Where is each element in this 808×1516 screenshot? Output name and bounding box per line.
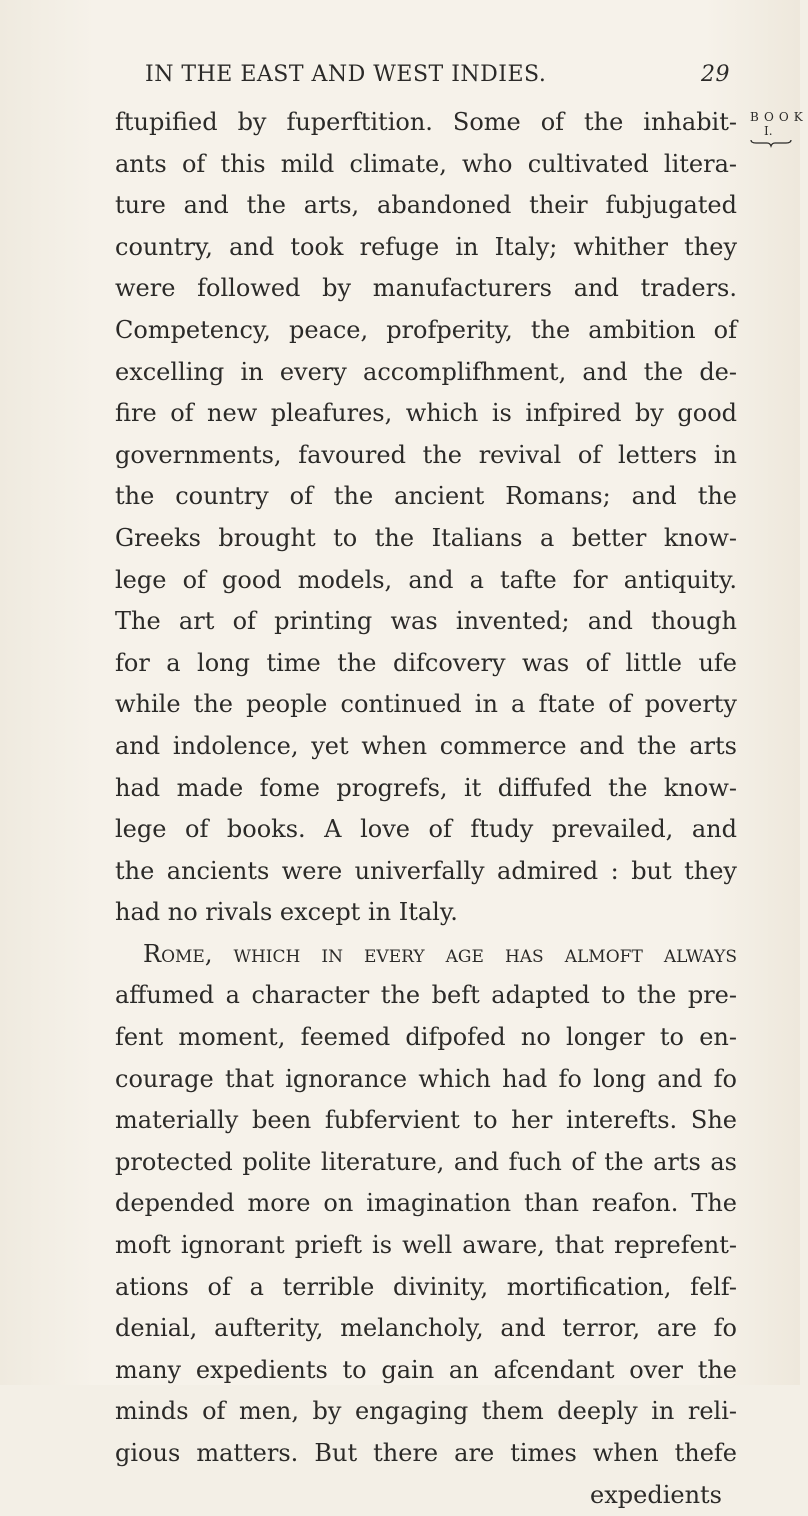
text-line: denial, aufterity, melancholy, and terror, are fo [115, 1314, 737, 1343]
brace-icon [750, 139, 792, 147]
text-line: governments, favoured the revival of letters in [115, 440, 737, 469]
page-number: 29 [701, 62, 730, 87]
text-line: while the people continued in a ftate of poverty [115, 690, 737, 719]
text-line: fire of new pleafures, which is infpired by good [115, 399, 737, 428]
text-line: materially been fubfervient to her interefts. She [115, 1106, 737, 1135]
catchword: expedients [590, 1480, 722, 1509]
book-label: BOOK [750, 110, 808, 124]
text-line: the country of the ancient Romans; and the [115, 482, 737, 511]
text-line: were followed by manufacturers and traders. [115, 274, 737, 303]
text-line: lege of good models, and a tafte for antiquity. [115, 565, 737, 594]
text-line: courage that ignorance which had fo long and fo [115, 1064, 737, 1093]
text-line: ations of a terrible divinity, mortification, felf- [115, 1272, 737, 1301]
text-line: many expedients to gain an afcendant over the [115, 1355, 737, 1384]
text-line: had made fome progrefs, it diffufed the know- [115, 773, 737, 802]
text-line: protected polite literature, and fuch of the arts as [115, 1147, 737, 1176]
text-line: Rome, which in every age has almoft always [143, 939, 737, 968]
margin-book-note [750, 110, 808, 147]
text-line: had no rivals except in Italy. [115, 898, 458, 927]
text-line: Competency, peace, profperity, the ambition of [115, 315, 737, 344]
text-line: for a long time the difcovery was of little ufe [115, 648, 737, 677]
text-line: ants of this mild climate, who cultivated litera- [115, 149, 737, 178]
text-line: The art of printing was invented; and though [115, 607, 737, 636]
text-line: the ancients were univerfally admired : but they [115, 856, 737, 885]
running-title: IN THE EAST AND WEST INDIES. [145, 62, 547, 87]
text-line: lege of books. A love of ftudy prevailed, and [115, 815, 737, 844]
text-line: fent moment, feemed difpofed no longer to en- [115, 1023, 737, 1052]
text-line: affumed a character the beft adapted to the pre- [115, 981, 737, 1010]
book-number: I. [764, 124, 773, 138]
text-line: and indolence, yet when commerce and the arts [115, 731, 737, 760]
text-line: ture and the arts, abandoned their fubjugated [115, 191, 737, 220]
text-line: ftupified by fuperftition. Some of the inhabit- [115, 108, 737, 136]
text-line: depended more on imagination than reafon. The [115, 1189, 737, 1218]
text-line: minds of men, by engaging them deeply in reli- [115, 1397, 737, 1426]
text-line: excelling in every accomplifhment, and the de- [115, 357, 737, 386]
body-text [115, 102, 737, 1516]
text-line: moft ignorant prieft is well aware, that reprefent- [115, 1231, 737, 1260]
text-line: Greeks brought to the Italians a better know- [115, 523, 737, 552]
text-line: country, and took refuge in Italy; whither they [115, 232, 737, 261]
text-line: gious matters. But there are times when thefe [115, 1439, 737, 1467]
